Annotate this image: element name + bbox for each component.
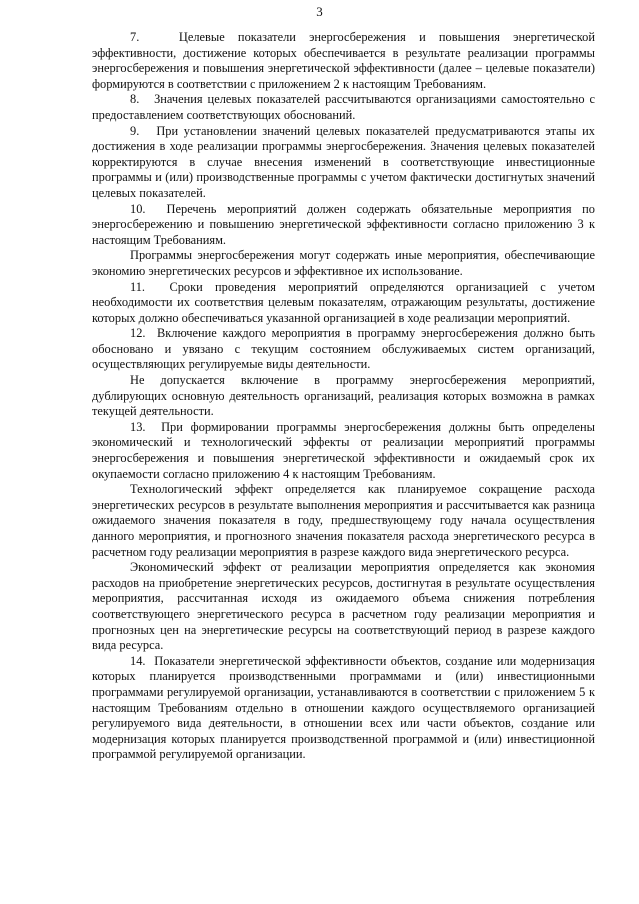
paragraph-10: 10. Перечень мероприятий должен содержать обязательные мероприятия по энергосбережению и повышению энергетической эффективности согласно приложению 3 к настоящим Требованиям.	[92, 201, 595, 247]
paragraph-12-continuation: Не допускается включение в программу энергосбережения мероприятий, дублирующих основную деятельность организаций, реализация которых возможна в рамках текущей деятельности.	[92, 373, 595, 419]
page-number: 3	[316, 4, 323, 19]
paragraph-13: 13. При формировании программы энергосбережения должны быть определены экономический и технологический эффекты от реализации мероприятий программы энергосбережения и повышения энергетической эффективности и ожидаемый срок их окупаемости согласно приложению 4 к настоящим Требованиям.	[92, 419, 595, 481]
paragraph-9: 9. При установлении значений целевых показателей предусматриваются этапы их достижения в ходе реализации программы энергосбережения. Значения целевых показателей корректируются в случае внесения изменений в соответствующие инвестиционные программы и (или) производственные программы с учетом фактически достигнутых значений целевых показателей.	[92, 123, 595, 200]
paragraph-13-economic-effect: Экономический эффект от реализации мероприятия определяется как экономия расходов на приобретение энергетических ресурсов, достигнутая в результате осуществления мероприятия, рассчитанная исходя из ожидаемого объема снижения потребления соответствующего энергетического ресурса в расчетном году реализации мероприятия и прогнозных цен на энергетические ресурсы на соответствующий период в разрезе каждого вида ресурса.	[92, 560, 595, 653]
paragraph-8: 8. Значения целевых показателей рассчитываются организациями самостоятельно с предоставлением соответствующих обоснований.	[92, 92, 595, 122]
paragraph-7: 7. Целевые показатели энергосбережения и повышения энергетической эффективности, достижение которых обеспечивается в результате реализации программы энергосбережения и повышения энергетической эффективности (далее – целевые показатели) формируются в соответствии с приложением 2 к настоящим Требованиям.	[92, 30, 595, 91]
paragraph-14: 14. Показатели энергетической эффективности объектов, создание или модернизация которых планируется производственными программами и (или) инвестиционными программами регулируемой организации, устанавливаются в соответствии с приложением 5 к настоящим Требованиям отдельно в отношении каждого осуществляемого организацией регулируемого вида деятельности, в отношении всех или части объектов, создание или модернизация которых планируется производственной программой и (или) инвестиционной программой регулируемой организации.	[92, 653, 595, 762]
paragraph-13-technological-effect: Технологический эффект определяется как планируемое сокращение расхода энергетических ресурсов в результате выполнения мероприятия и рассчитывается как разница ожидаемого значения показателя в году, предшествующему году начала осуществления данного мероприятия, и прогнозного значения показателя расхода энергетического ресурса в расчетном году реализации мероприятия в разрезе каждого вида энергетического ресурса.	[92, 482, 595, 559]
document-body	[92, 30, 595, 763]
paragraph-12: 12. Включение каждого мероприятия в программу энергосбережения должно быть обосновано и увязано с текущим состоянием обслуживаемых систем организаций, осуществляющих регулируемые виды деятельности.	[92, 326, 595, 372]
paragraph-10-continuation: Программы энергосбережения могут содержать иные мероприятия, обеспечивающие экономию энергетических ресурсов и эффективное их использование.	[92, 248, 595, 278]
paragraph-11: 11. Сроки проведения мероприятий определяются организацией с учетом необходимости их соответствия целевым показателям, отражающим результаты, достижение которых должно обеспечиваться указанной организацией в ходе реализации мероприятий.	[92, 279, 595, 325]
